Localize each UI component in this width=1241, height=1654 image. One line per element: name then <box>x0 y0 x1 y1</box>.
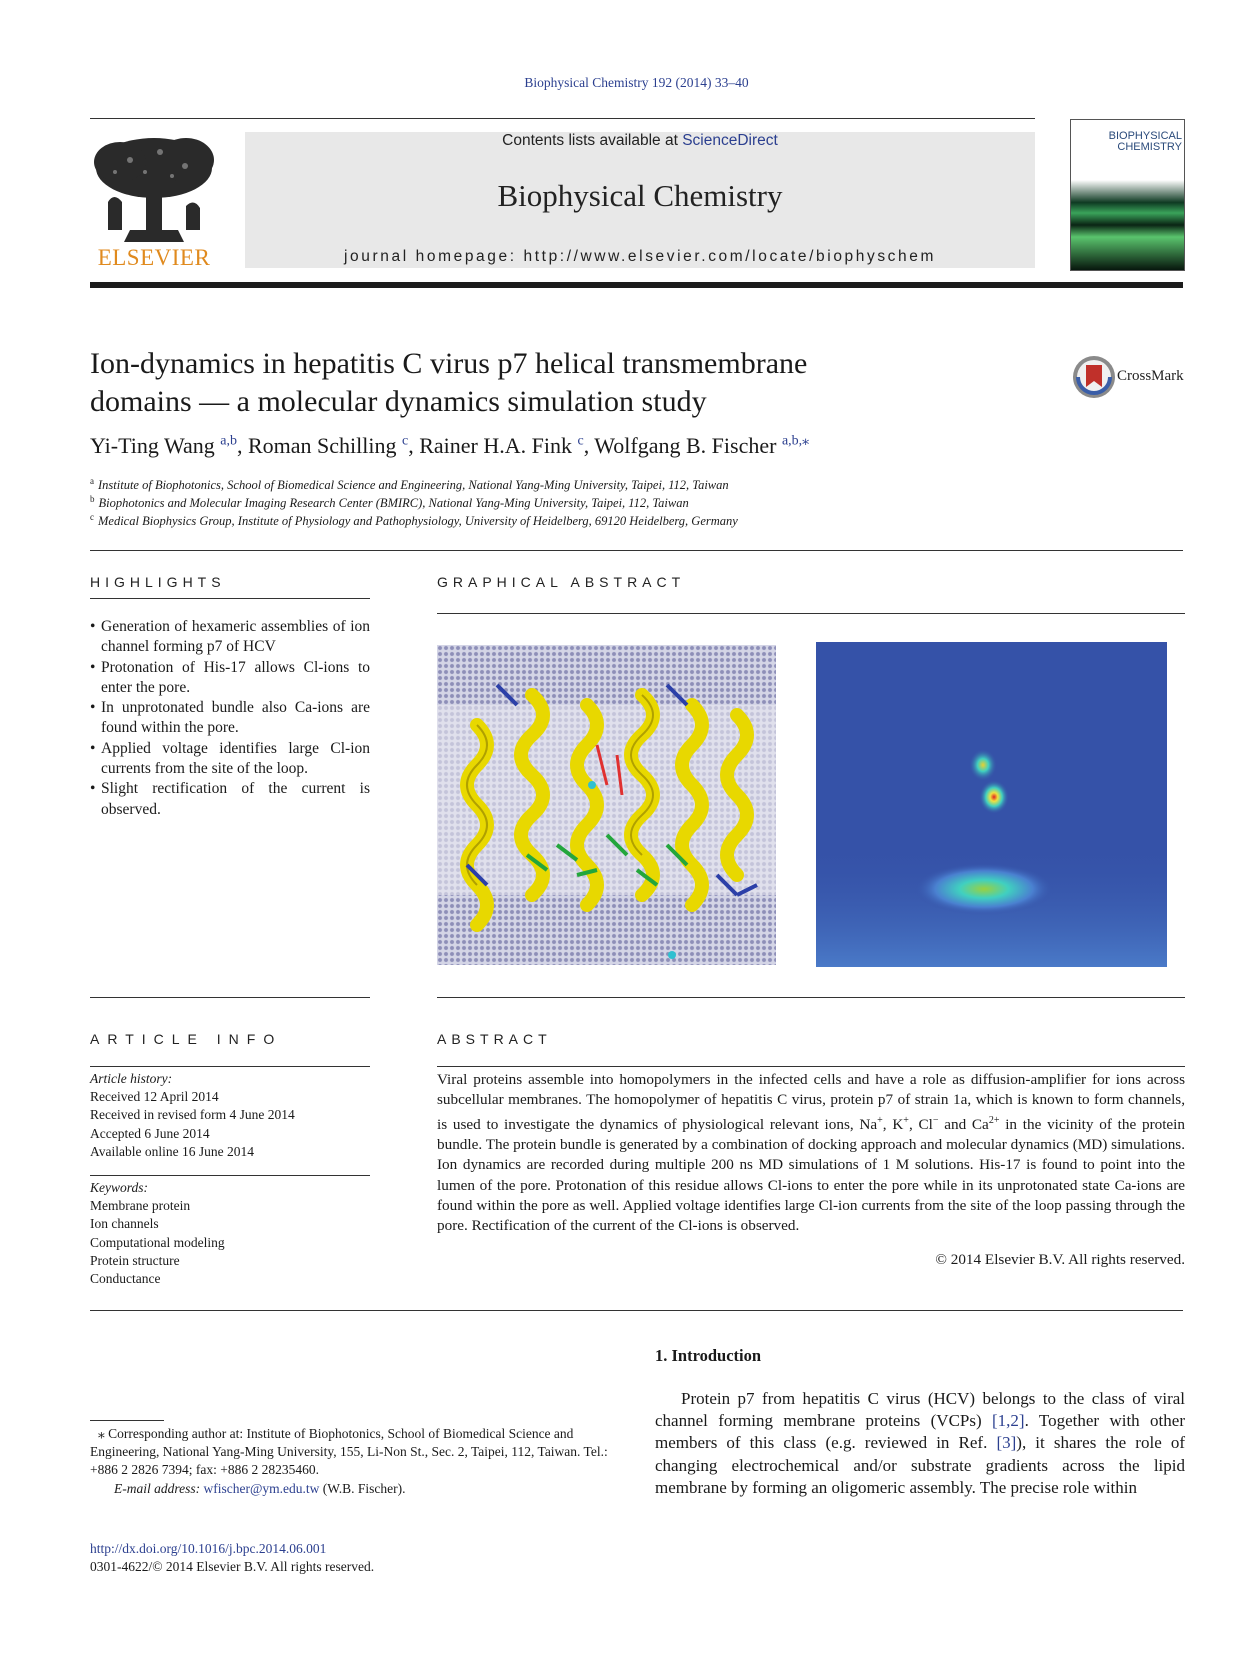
history-item: Accepted 6 June 2014 <box>90 1125 210 1141</box>
elsevier-wordmark: ELSEVIER <box>97 245 211 270</box>
keyword: Computational modeling <box>90 1234 225 1250</box>
ion-density-map-image <box>816 642 1167 967</box>
keyword: Membrane protein <box>90 1198 191 1214</box>
abstract-copyright: © 2014 Elsevier B.V. All rights reserved. <box>935 1251 1185 1268</box>
article-history: Article history: Received 12 April 2014 Received in revised form 4 June 2014 Accepted 6 June 2014 Available online 16 June 2014 <box>90 1070 295 1161</box>
list-item: • Applied voltage identifies large Cl-ion currents from the site of the loop. <box>90 739 370 780</box>
email-link[interactable]: wfischer@ym.edu.tw <box>203 1480 320 1496</box>
divider <box>437 613 1185 614</box>
introduction-heading: 1. Introduction <box>655 1346 762 1365</box>
list-item: • In unprotonated bundle also Ca-ions are found within the pore. <box>90 698 370 739</box>
divider <box>90 1175 370 1176</box>
md-simulation-image <box>437 645 776 965</box>
list-item: • Slight rectification of the current is observed. <box>90 779 370 820</box>
divider <box>90 550 1183 551</box>
author: Yi-Ting Wang $^{a,b}$, <box>90 433 248 459</box>
keywords: Keywords: Membrane protein Ion channels Computational modeling Protein structure Conductance <box>90 1179 225 1288</box>
keyword: Protein structure <box>90 1252 180 1268</box>
cover-title: BIOPHYSICAL CHEMISTRY <box>1108 130 1182 153</box>
divider <box>437 997 1185 998</box>
graphical-abstract-heading: GRAPHICAL ABSTRACT <box>437 574 686 590</box>
list-item: • Generation of hexameric assemblies of ion channel forming p7 of HCV <box>90 617 370 658</box>
citation-link[interactable]: [3] <box>996 1433 1017 1453</box>
highlights-heading: HIGHLIGHTS <box>90 574 226 590</box>
article-title: Ion-dynamics in hepatitis C virus p7 helical transmembrane domains — a molecular dynamics simulation study <box>90 347 808 418</box>
history-item: Received in revised form 4 June 2014 <box>90 1107 295 1123</box>
keyword: Ion channels <box>90 1216 159 1232</box>
introduction-text: Protein p7 from hepatitis C virus (HCV) belongs to the class of viral channel forming membrane proteins (VCPs) [1,2]. Together with other members of this class (e.g. reviewed in Ref. [3]), it shares the role of changing electrochemical and/or substrate gradients across the lipid membrane by forming an oligomeric assembly. The precise role within <box>655 1389 1186 1497</box>
corresponding-author-footnote: ⁎ Corresponding author at: Institute of Biophotonics, School of Biomedical Science and Engineering, National Yang-Ming University, 155, Li-Non St., Sec. 2, Taipei, 112, Taiwan. Tel.: +886 2 2826 7394; fax: +886 2 28235460. E-mail address: wfischer@ym.edu.tw (W.B. Fischer). <box>90 1426 608 1496</box>
author: Rainer H.A. Fink $^c$, <box>419 433 595 459</box>
contents-line: Contents lists available at ScienceDirect <box>502 132 778 149</box>
affiliation-a: $^a$ Institute of Biophotonics, School of Biomedical Science and Engineering, National Yang-Ming University, Taipei, 112, Taiwan <box>90 476 729 493</box>
abstract-heading: ABSTRACT <box>437 1031 552 1047</box>
journal-reference[interactable]: Biophysical Chemistry 192 (2014) 33–40 <box>524 75 749 90</box>
journal-title: Biophysical Chemistry <box>497 178 783 213</box>
crossmark-label[interactable]: CrossMark <box>1117 368 1184 384</box>
divider <box>437 1066 1185 1067</box>
issn-line: 0301-4622/© 2014 Elsevier B.V. All rights reserved. <box>90 1559 375 1575</box>
doi-block <box>90 1540 374 1576</box>
author: Roman Schilling $^c$, <box>247 433 420 459</box>
header-thick-rule <box>90 282 1183 288</box>
divider <box>90 1066 370 1067</box>
footnote-rule <box>90 1420 164 1421</box>
affiliation-c: $^c$ Medical Biophysics Group, Institute of Physiology and Pathophysiology, University of Heidelberg, 69120 Heidelberg, Germany <box>90 512 738 529</box>
history-item: Available online 16 June 2014 <box>90 1143 254 1159</box>
affiliation-b: $^b$ Biophotonics and Molecular Imaging Research Center (BMIRC), National Yang-Ming University, Taipei, 112, Taiwan <box>90 494 689 511</box>
history-item: Received 12 April 2014 <box>90 1089 219 1105</box>
keyword: Conductance <box>90 1271 161 1287</box>
divider <box>90 1310 1183 1311</box>
highlights-list <box>90 617 370 820</box>
crossmark-icon[interactable] <box>1072 355 1116 399</box>
abstract-text: Viral proteins assemble into homopolymers in the infected cells and have a role as diffusion-amplifier for ions across subcellular membranes. The homopolymer of hepatitis C virus, protein p7 of strain 1a, which is known to form channels, is used to investigate the dynamics of physiological relevant ions, Na+, K+, Cl− and $Ca^{2+}$ in the vicinity of the protein bundle. The protein bundle is generated by a combination of docking approach and molecular dynamics (MD) simulations. Ion dynamics are recorded during multiple 200 ns MD simulations of 1 M solutions. His-17 is found to point into the lumen of the pore. Protonation of this residue allows Cl-ions to enter the pore while in its unprotonated state Ca-ions are found within the pore as well. Applied voltage identifies large Cl-ion currents from the site of the loop passing through the pore. Rectification of the current of the Cl-ions is observed. <box>437 1071 1185 1235</box>
journal-homepage: journal homepage: http://www.elsevier.com/locate/biophyschem <box>344 248 936 265</box>
author: Wolfgang B. Fischer $^{a,b,⁎}$ <box>594 433 810 459</box>
citation-link[interactable]: [1,2] <box>992 1411 1025 1431</box>
article-info-heading: ARTICLE INFO <box>90 1031 283 1047</box>
divider <box>90 997 370 998</box>
homepage-link[interactable]: http://www.elsevier.com/locate/biophyschem <box>523 248 936 265</box>
list-item: • Protonation of His-17 allows Cl-ions to enter the pore. <box>90 658 370 699</box>
author-list <box>90 433 1090 459</box>
header-top-rule <box>90 118 1035 119</box>
elsevier-tree-logo <box>90 132 218 244</box>
divider <box>90 598 370 599</box>
doi-link[interactable]: http://dx.doi.org/10.1016/j.bpc.2014.06.001 <box>90 1541 327 1556</box>
sciencedirect-link[interactable]: ScienceDirect <box>682 132 778 149</box>
